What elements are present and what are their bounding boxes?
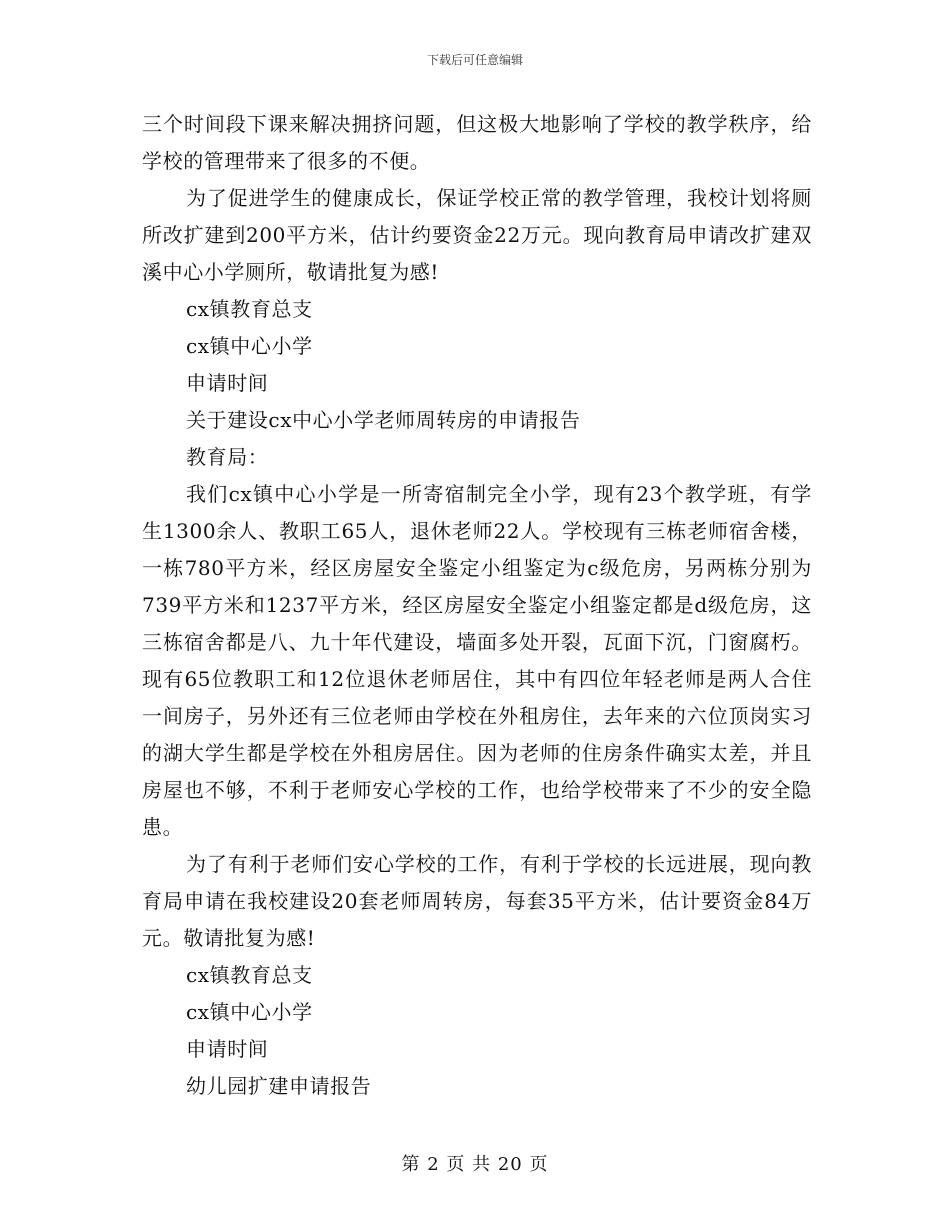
signature-education-branch: cx镇教育总支 — [186, 963, 313, 987]
signature-education-branch: cx镇教育总支 — [186, 297, 313, 321]
report-title-teacher-housing: 关于建设cx中心小学老师周转房的申请报告 — [186, 408, 581, 432]
signature-central-school: cx镇中心小学 — [186, 1000, 313, 1024]
report-title-kindergarten: 幼儿园扩建申请报告 — [186, 1074, 372, 1098]
salutation: 教育局： — [186, 445, 269, 469]
document-body — [142, 106, 812, 1105]
page-number: 第 2 页 共 20 页 — [401, 1154, 549, 1175]
paragraph-continuation: 三个时间段下课来解决拥挤问题，但这极大地影响了学校的教学秩序，给学校的管理带来了很多的不便。 — [142, 112, 812, 173]
paragraph-housing-situation: 我们cx镇中心小学是一所寄宿制完全小学，现有23个教学班，有学生1300余人、教职工65人，退休老师22人。学校现有三栋老师宿舍楼，一栋780平方米，经区房屋安全鉴定小组鉴定为c级危房，另两栋分别为739平方米和1237平方米，经区房屋安全鉴定小组鉴定都是d级危房，这三栋宿舍都是八、九十年代建设，墙面多处开裂，瓦面下沉，门窗腐朽。现有65位教职工和12位退休老师居住，其中有四位年轻老师是两人合住一间房子，另外还有三位老师由学校在外租房住，去年来的六位顶岗实习的湖大学生都是学校在外租房居住。因为老师的住房条件确实太差，并且房屋也不够，不利于老师安心学校的工作，也给学校带来了不少的安全隐患。 — [142, 482, 812, 839]
signature-application-date: 申请时间 — [186, 371, 269, 395]
signature-application-date: 申请时间 — [186, 1037, 269, 1061]
paragraph-housing-request: 为了有利于老师们安心学校的工作，有利于学校的长远进展，现向教育局申请在我校建设20套老师周转房，每套35平方米，估计要资金84万元。敬请批复为感! — [142, 852, 812, 950]
signature-central-school: cx镇中心小学 — [186, 334, 313, 358]
paragraph-toilet-expansion: 为了促进学生的健康成长，保证学校正常的教学管理，我校计划将厕所改扩建到200平方米，估计约要资金22万元。现向教育局申请改扩建双溪中心小学厕所，敬请批复为感! — [142, 186, 812, 284]
page-header: 下载后可任意编辑 — [426, 53, 523, 67]
